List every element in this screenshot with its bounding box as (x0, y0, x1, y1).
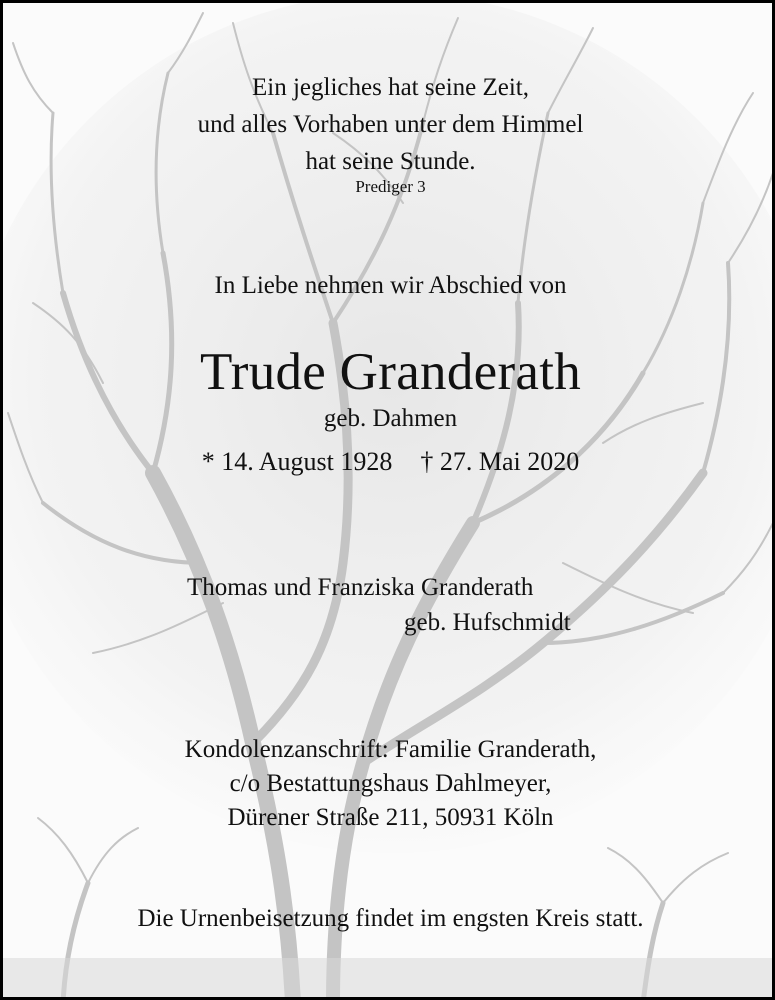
condolence-line-2: c/o Bestattungshaus Dahlmeyer, (229, 770, 552, 797)
verse-line-3: hat seine Stunde. (305, 148, 476, 175)
death-date: † 27. Mai 2020 (420, 447, 580, 476)
burial-note: Die Urnenbeisetzung findet im engsten Kreis statt. (137, 905, 644, 932)
verse-reference: Prediger 3 (355, 177, 426, 196)
notice-content (3, 3, 775, 1000)
condolence-line-1: Kondolenzanschrift: Familie Granderath, (184, 736, 597, 763)
life-dates (3, 449, 775, 475)
verse-line-2: und alles Vorhaben unter dem Himmel (197, 111, 584, 138)
condolence-line-3: Dürener Straße 211, 50931 Köln (227, 804, 554, 831)
mourners-names: Thomas und Franziska Granderath (187, 574, 534, 601)
verse-line-1: Ein jegliches hat seine Zeit, (252, 74, 529, 101)
deceased-name: Trude Granderath (199, 343, 582, 401)
birth-date: * 14. August 1928 (201, 447, 393, 476)
farewell-intro: In Liebe nehmen wir Abschied von (214, 272, 567, 299)
mourners-maiden-name: geb. Hufschmidt (404, 609, 571, 636)
maiden-name: geb. Dahmen (323, 405, 458, 432)
